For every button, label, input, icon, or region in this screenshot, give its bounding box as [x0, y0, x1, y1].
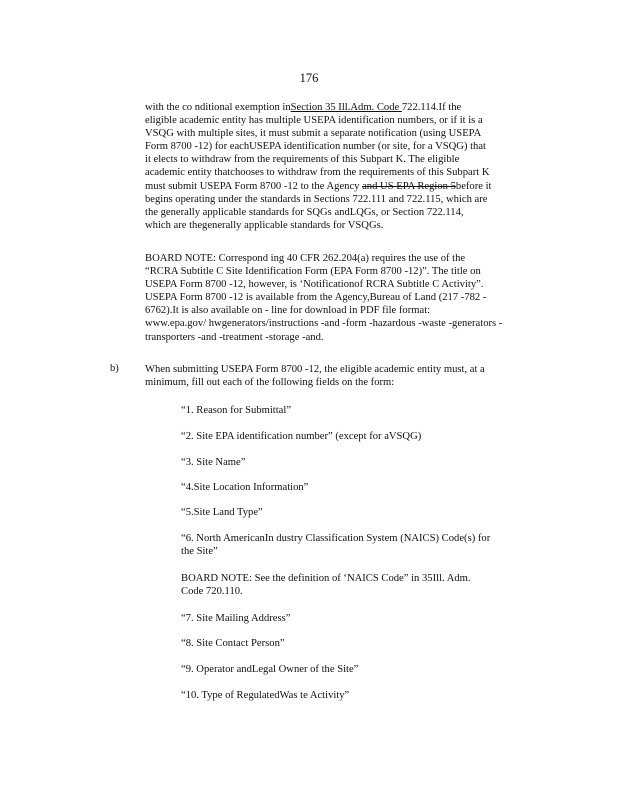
text-line: transporters -and -treatment -storage -and. — [145, 331, 324, 343]
text-line: eligible academic entity has multiple USEPA identification numbers, or if it is a — [145, 115, 483, 127]
board-note-naics: BOARD NOTE: See the definition of ‘NAICS Code” in 35Ill. Adm. — [181, 573, 471, 584]
text-line: www.epa.gov/ hwgenerators/instructions -and -form -hazardous -waste -generators - — [145, 318, 503, 330]
subsection-b-intro — [145, 363, 531, 389]
field-item: “8. Site Contact Person” — [181, 638, 285, 649]
page-number: 176 — [299, 71, 319, 85]
text-line: must submit USEPA Form 8700 -12 to the Agency and US EPA Region 5before it — [145, 180, 492, 192]
text-line: academic entity thatchooses to withdraw from the requirements of this Subpart K — [145, 167, 490, 179]
text-line: When submitting USEPA Form 8700 -12, the eligible academic entity must, at a — [145, 364, 485, 375]
struck-reference: Section 35 Ill.Adm. Code — [290, 102, 402, 113]
text-line: USEPA Form 8700 -12, however, is ‘Notificationof RCRA Subtitle C Activity”. — [145, 279, 484, 291]
text-line: 6762).It is also available on - line for download in PDF file format: — [145, 305, 431, 317]
field-item: “6. North AmericanIn dustry Classification System (NAICS) Code(s) for — [181, 533, 491, 544]
field-item: “3. Site Name” — [181, 457, 246, 468]
struck-text: and US EPA Region 5 — [362, 180, 456, 192]
text-line: which are thegenerally applicable standards for VSQGs. — [145, 219, 384, 231]
text-line: the generally applicable standards for SQGs andLQGs, or Section 722.114, — [145, 206, 464, 218]
field-item: “9. Operator andLegal Owner of the Site” — [181, 664, 359, 675]
text-line: “RCRA Subtitle C Site Identification Form (EPA Form 8700 -12)”. The title on — [145, 266, 481, 278]
field-item: “2. Site EPA identification number” (except for aVSQG) — [181, 431, 422, 442]
field-item: the Site” — [181, 546, 218, 557]
text-line: BOARD NOTE: Correspond ing 40 CFR 262.204(a) requires the use of the — [145, 253, 466, 264]
field-item: “5.Site Land Type” — [181, 507, 263, 518]
field-item: “4.Site Location Information” — [181, 482, 309, 493]
text-line: with the co nditional exemption inSection 35 Ill.Adm. Code 722.114.If the — [145, 102, 462, 113]
subsection-marker: b) — [110, 363, 119, 374]
paragraph-withdrawal — [145, 101, 529, 232]
board-note-naics: Code 720.110. — [181, 586, 243, 597]
field-item: “1. Reason for Submittal” — [181, 405, 292, 416]
text-line: USEPA Form 8700 -12 is available from the Agency,Bureau of Land (217 -782 - — [145, 292, 487, 304]
board-note — [145, 252, 531, 344]
text-line: VSQG with multiple sites, it must submit a separate notification (using USEPA — [145, 128, 482, 140]
text-line: begins operating under the standards in Sections 722.111 and 722.115, which are — [145, 193, 488, 205]
text-line: it elects to withdraw from the requirements of this Subpart K. The eligible — [145, 154, 460, 166]
field-item: “7. Site Mailing Address” — [181, 613, 291, 624]
text-line: minimum, fill out each of the following fields on the form: — [145, 377, 395, 389]
field-item: “10. Type of RegulatedWas te Activity” — [181, 690, 350, 701]
text-line: Form 8700 -12) for eachUSEPA identification number (or site, for a VSQG) that — [145, 141, 487, 153]
